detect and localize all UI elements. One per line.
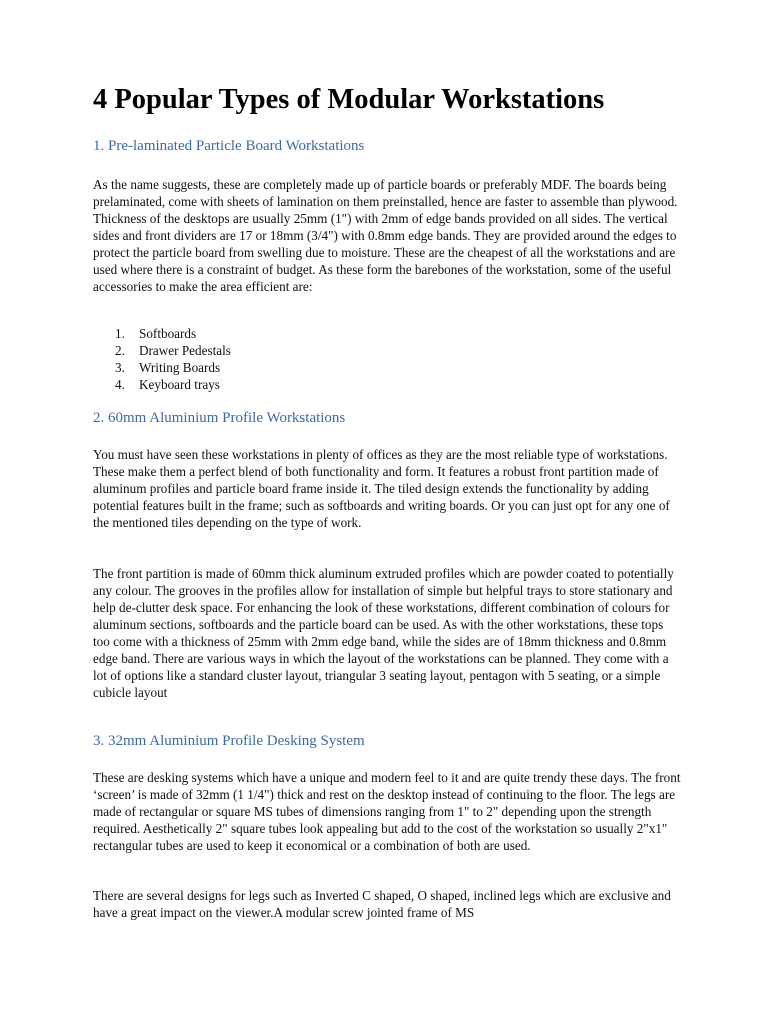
section-2-paragraph-1: You must have seen these workstations in plenty of offices as they are the most reliable type of workstations. These make them a perfect blend of both functionality and form. It features a robust front partition made of aluminum profiles and particle board frame inside it. The tiled design extends the functionality by adding potential features built in the frame; such as softboards and writing boards. Or you can just opt for any one of the mentioned tiles depending on the type of work.: [93, 447, 670, 530]
section-1-paragraph-1: As the name suggests, these are completely made up of particle boards or preferably MDF. The boards being prelaminated, come with sheets of lamination on them preinstalled, hence are faster to assemble than plywood. Thickness of the desktops are usually 25mm (1") with 2mm of edge bands provided on all sides. The vertical sides and front dividers are 17 or 18mm (3/4") with 0.8mm edge bands. They are provided around the edges to protect the particle board from swelling due to moisture. These are the cheapest of all the workstations and are used where there is a constraint of budget. As these form the barebones of the workstation, some of the useful accessories to make the area efficient are:: [93, 177, 678, 294]
section-3-paragraph-1: These are desking systems which have a unique and modern feel to it and are quite trendy these days. The front ‘screen’ is made of 32mm (1 1/4") thick and rest on the desktop instead of continuing to the floor. The legs are made of rectangular or square MS tubes of dimensions ranging from 1" to 2" depending upon the strength required. Aesthetically 2" square tubes look appealing but add to the cost of the workstation so usually 2"x1" rectangular tubes are used to keep it economical or a combination of both are used.: [93, 770, 681, 853]
accessories-list: [93, 325, 231, 393]
section-heading-1: 1. Pre-laminated Particle Board Workstations: [93, 138, 365, 154]
section-heading-3: 3. 32mm Aluminium Profile Desking System: [93, 733, 365, 749]
section-3-paragraph-2: There are several designs for legs such as Inverted C shaped, O shaped, inclined legs which are exclusive and have a great impact on the viewer.A modular screw jointed frame of MS: [93, 888, 671, 920]
section-2-paragraph-2: The front partition is made of 60mm thick aluminum extruded profiles which are powder coated to potentially any colour. The grooves in the profiles allow for installation of simple but helpful trays to store stationary and help de-clutter desk space. For enhancing the look of these workstations, different combination of colours for aluminum sections, softboards and the particle board can be used. As with the other workstations, these tops too come with a thickness of 25mm with 2mm edge band, while the sides are of 18mm thickness and 0.8mm edge band. There are various ways in which the layout of the workstations can be planned. They come with a lot of options like a standard cluster layout, triangular 3 seating layout, pentagon with 5 seating, or a simple cubicle layout: [93, 566, 674, 700]
list-item: 4. Keyboard trays: [115, 377, 220, 392]
list-item: 3. Writing Boards: [115, 360, 221, 375]
list-item: 2. Drawer Pedestals: [115, 343, 231, 358]
section-heading-2: 2. 60mm Aluminium Profile Workstations: [93, 410, 346, 426]
page-title: 4 Popular Types of Modular Workstations: [93, 84, 605, 115]
list-item: 1. Softboards: [115, 326, 197, 341]
